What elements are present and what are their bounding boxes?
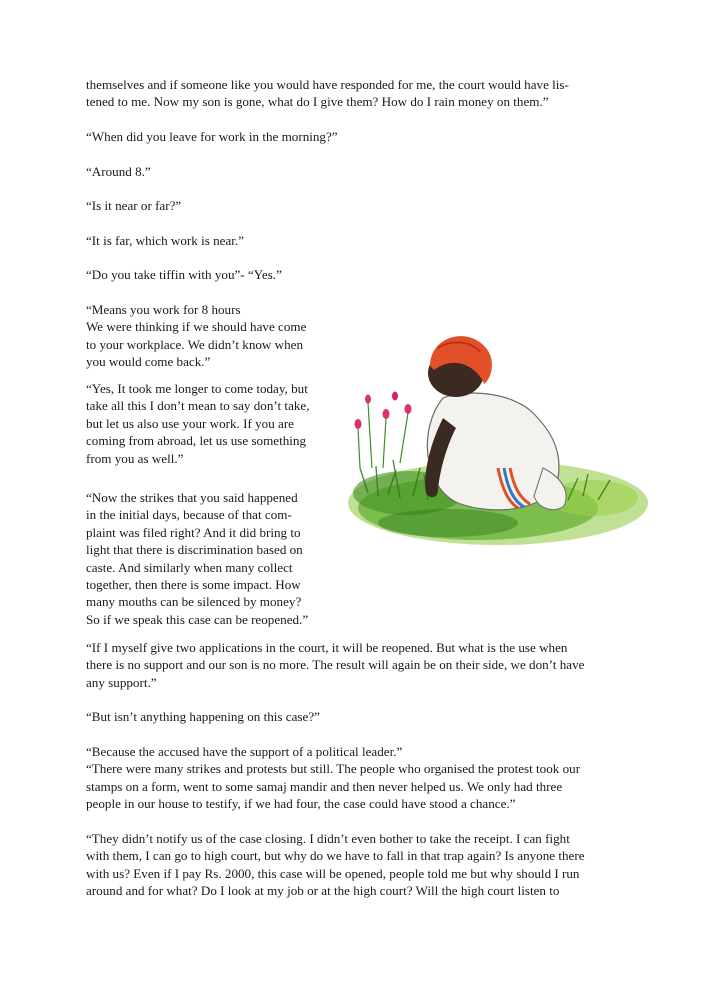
paragraph-11: “But isn’t anything happening on this case?”: [86, 709, 320, 724]
paragraph-1: themselves and if someone like you would have responded for me, the court would have lis- tened to me. Now my son is gone, what do I give them? How do I rain money on them.”: [86, 77, 569, 110]
crouching-person-illustration: [338, 318, 648, 558]
paragraph-9: “Now the strikes that you said happened in the initial days, because of that com- plaint was filed right? And it did bring to light that there is discrimination based on caste. And similarly when many collect together, then there is some impact. How many mouths can be silenced by money? So if we speak this case can be reopened.”: [86, 490, 309, 627]
paragraph-3: “Around 8.”: [86, 164, 151, 179]
paragraph-2: “When did you leave for work in the morning?”: [86, 129, 338, 144]
paragraph-4: “Is it near or far?”: [86, 198, 182, 213]
paragraph-10: “If I myself give two applications in the court, it will be reopened. But what is the use when there is no support and our son is no more. The result will again be on their side, we don’t have any support.”: [86, 640, 585, 690]
paragraph-5: “It is far, which work is near.”: [86, 233, 245, 248]
paragraph-12: “Because the accused have the support of a political leader.” “There were many strikes and protests but still. The people who organised the protest took our stamps on a form, went to some samaj mandir and then never helped us. We only had three people in our house to testify, if we had four, the case could have stood a chance.”: [86, 744, 581, 812]
paragraph-7: “Means you work for 8 hours We were thinking if we should have come to your workplace. We didn’t know when you would come back.”: [86, 302, 307, 370]
paragraph-8: “Yes, It took me longer to come today, but take all this I don’t mean to say don’t take, but let us also use your work. If you are coming from abroad, let us use something from you as well.”: [86, 381, 310, 466]
paragraph-6: “Do you take tiffin with you”- “Yes.”: [86, 267, 282, 282]
paragraph-13: “They didn’t notify us of the case closing. I didn’t even bother to take the receipt. I can fight with them, I can go to high court, but why do we have to fall in that trap again? Is anyone there with us? Even if I pay Rs. 2000, this case will be opened, people told me but why should I run around and for what? Do I look at my job or at the high court? Will the high court listen to: [86, 831, 585, 899]
flower-icon: [355, 392, 412, 469]
